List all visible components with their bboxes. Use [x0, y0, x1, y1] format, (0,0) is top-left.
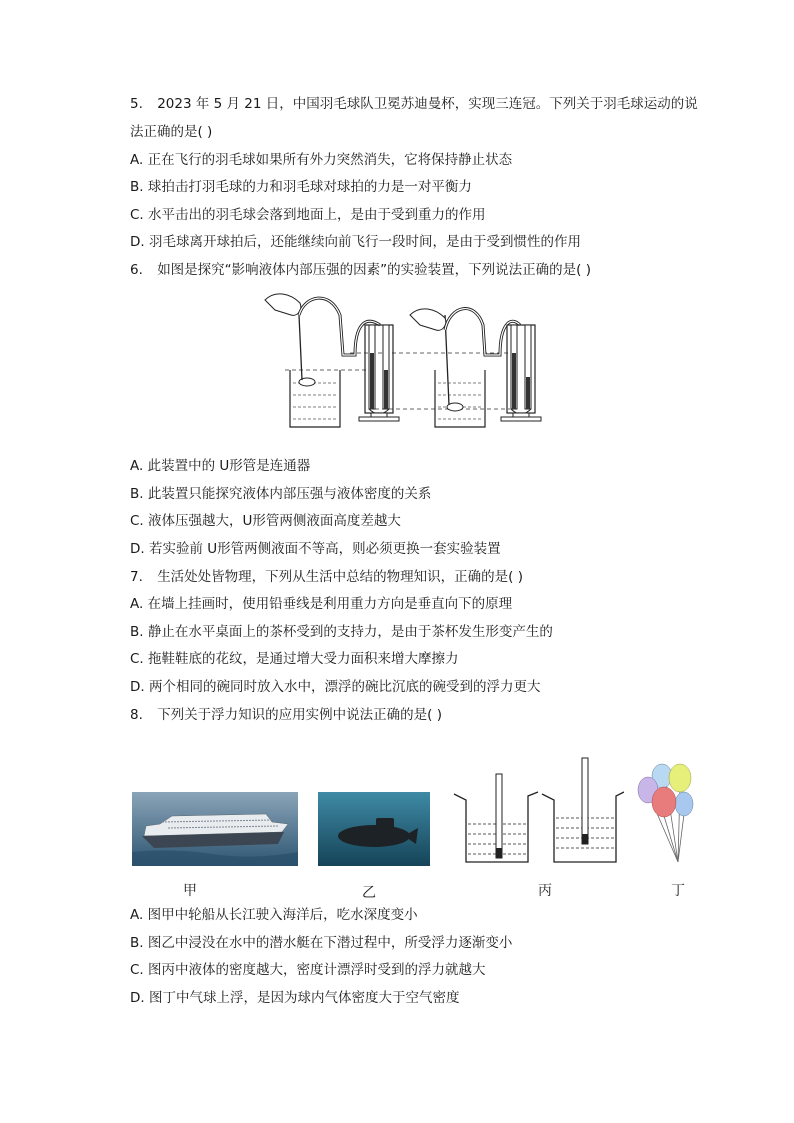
q6-option-d: D. 若实验前 U形管两侧液面不等高，则必须更换一套实验装置 — [130, 541, 501, 557]
q7-stem-text: 生活处处皆物理，下列从生活中总结的物理知识，正确的是( ) — [157, 569, 524, 585]
q8-option-c: C. 图丙中液体的密度越大，密度计漂浮时受到的浮力就越大 — [130, 962, 486, 978]
q6-stem-text: 如图是探究“影响液体内部压强的因素”的实验装置，下列说法正确的是( ) — [157, 262, 591, 278]
q5-stem-line2: 法正确的是( ) — [130, 124, 213, 140]
q6-option-c: C. 液体压强越大，U形管两侧液面高度差越大 — [130, 513, 401, 529]
q7-option-c: C. 拖鞋鞋底的花纹，是通过增大受力面积来增大摩擦力 — [130, 651, 459, 667]
q5-option-b: B. 球拍击打羽毛球的力和羽毛球对球拍的力是一对平衡力 — [130, 179, 472, 195]
fig8-yi-submarine-image — [318, 792, 430, 866]
beaker-1 — [454, 774, 538, 862]
q6-number: 6. — [130, 262, 143, 278]
right-hand-icon — [410, 309, 446, 331]
right-beaker — [435, 315, 485, 427]
q6-option-b: B. 此装置只能探究液体内部压强与液体密度的关系 — [130, 486, 432, 502]
q8-option-a: A. 图甲中轮船从长江驶入海洋后，吃水深度变小 — [130, 907, 418, 923]
fig8-jia-ship-image — [132, 792, 298, 866]
q5-number: 5. — [130, 96, 143, 112]
fig8-caption-yi: 乙 — [362, 885, 376, 901]
q6-figure-pressure-apparatus — [255, 285, 545, 430]
fig8-caption-bing: 丙 — [538, 883, 552, 899]
q5-stem-line1 — [130, 94, 698, 114]
q6-stem — [130, 260, 591, 280]
q5-stem-text: 2023 年 5 月 21 日，中国羽毛球队卫冕苏迪曼杯，实现三连冠。下列关于羽毛球运动的说 — [157, 96, 698, 112]
fig8-bing-hydrometer-figure — [452, 752, 624, 866]
q5-option-c: C. 水平击出的羽毛球会落到地面上，是由于受到重力的作用 — [130, 207, 486, 223]
q7-option-a: A. 在墙上挂画时，使用铅垂线是利用重力方向是垂直向下的原理 — [130, 596, 513, 612]
left-beaker — [290, 315, 340, 427]
q8-stem — [130, 705, 442, 725]
beaker-2 — [542, 758, 624, 862]
q7-stem — [130, 567, 523, 587]
q7-option-d: D. 两个相同的碗同时放入水中，漂浮的碗比沉底的碗受到的浮力更大 — [130, 679, 541, 695]
q8-number: 8. — [130, 707, 143, 723]
q7-option-b: B. 静止在水平桌面上的茶杯受到的支持力，是由于茶杯发生形变产生的 — [130, 624, 553, 640]
fig8-caption-ding: 丁 — [671, 883, 685, 899]
fig8-ding-balloons-figure — [634, 758, 698, 866]
q8-option-b: B. 图乙中浸没在水中的潜水艇在下潜过程中，所受浮力逐渐变小 — [130, 935, 513, 951]
left-u-tube — [359, 325, 399, 421]
q7-number: 7. — [130, 569, 143, 585]
q8-stem-text: 下列关于浮力知识的应用实例中说法正确的是( ) — [157, 707, 443, 723]
q5-option-d: D. 羽毛球离开球拍后，还能继续向前飞行一段时间，是由于受到惯性的作用 — [130, 234, 581, 250]
fig8-caption-jia: 甲 — [183, 883, 197, 899]
q6-option-a: A. 此装置中的 U形管是连通器 — [130, 458, 311, 474]
right-u-tube — [501, 325, 541, 421]
q5-option-a: A. 正在飞行的羽毛球如果所有外力突然消失，它将保持静止状态 — [130, 152, 513, 168]
left-hand-icon — [265, 294, 301, 316]
q8-option-d: D. 图丁中气球上浮，是因为球内气体密度大于空气密度 — [130, 990, 460, 1006]
